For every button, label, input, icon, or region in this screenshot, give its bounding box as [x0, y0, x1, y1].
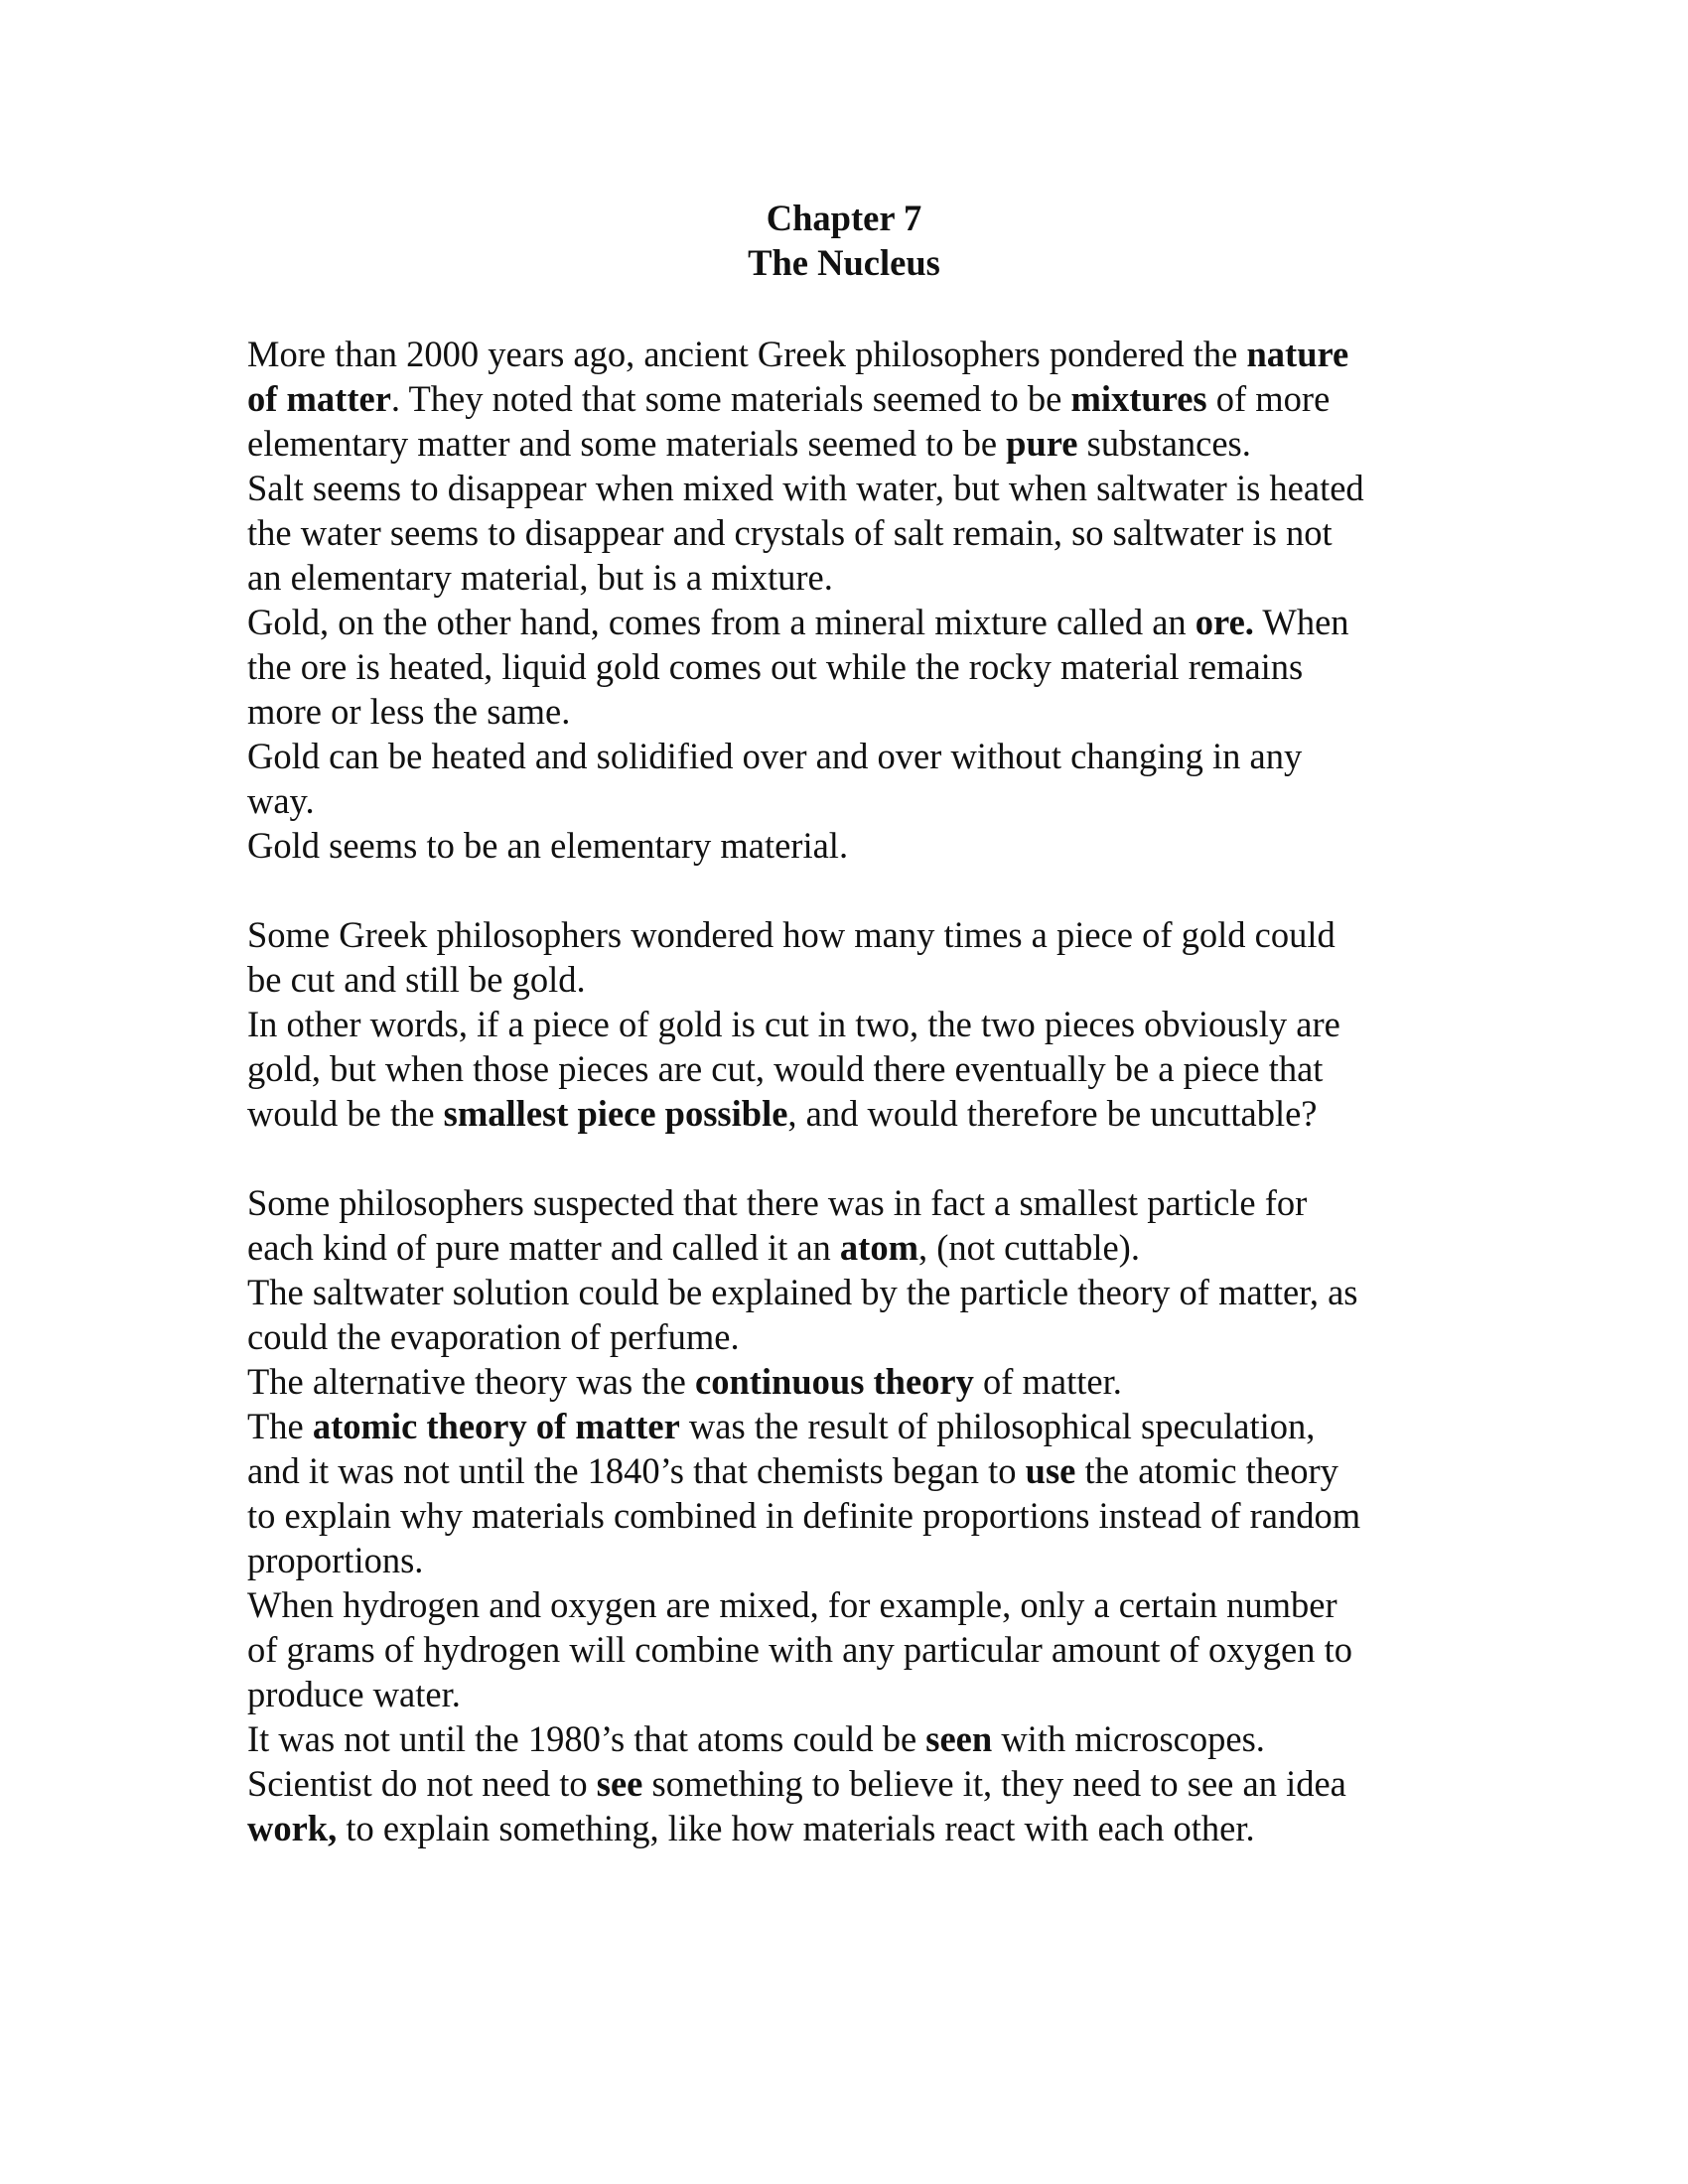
paragraph-greek-philosophers [247, 332, 1498, 868]
text-line: gold, but when those pieces are cut, would there eventually be a piece that [247, 1048, 1324, 1089]
text-line: would be the smallest piece possible, and would therefore be uncuttable? [247, 1093, 1318, 1134]
text-line: Some philosophers suspected that there was in fact a smallest particle for [247, 1182, 1308, 1223]
bold-term: nature [1246, 334, 1349, 374]
text-line: It was not until the 1980’s that atoms could be seen with microscopes. [247, 1718, 1265, 1759]
text-line: Gold seems to be an elementary material. [247, 825, 849, 866]
chapter-label: Chapter 7 [766, 198, 922, 238]
chapter-heading [0, 196, 1688, 285]
text-line: more or less the same. [247, 691, 571, 732]
text-line: Salt seems to disappear when mixed with water, but when saltwater is heated [247, 468, 1364, 508]
text-line: be cut and still be gold. [247, 959, 586, 1000]
text-line: could the evaporation of perfume. [247, 1316, 740, 1357]
bold-term: ore. [1195, 602, 1254, 642]
text-line: The saltwater solution could be explained by the particle theory of matter, as [247, 1272, 1358, 1312]
bold-term: use [1025, 1450, 1076, 1491]
text-line: In other words, if a piece of gold is cut in two, the two pieces obviously are [247, 1004, 1340, 1044]
paragraph-spacer [247, 1136, 1498, 1180]
chapter-body [247, 332, 1498, 1850]
text-line: The atomic theory of matter was the result of philosophical speculation, [247, 1406, 1316, 1446]
text-line: way. [247, 780, 315, 821]
text-line: Gold, on the other hand, comes from a mineral mixture called an ore. When [247, 602, 1349, 642]
text-line: an elementary material, but is a mixture. [247, 557, 833, 598]
bold-term: of matter [247, 378, 391, 419]
text-line: each kind of pure matter and called it an atom, (not cuttable). [247, 1227, 1140, 1268]
text-line: the ore is heated, liquid gold comes out while the rocky material remains [247, 646, 1304, 687]
text-line: work, to explain something, like how materials react with each other. [247, 1808, 1255, 1848]
text-line: produce water. [247, 1674, 461, 1714]
bold-term: continuous theory [695, 1361, 974, 1402]
bold-term: smallest piece possible [443, 1093, 788, 1134]
text-line: Gold can be heated and solidified over and over without changing in any [247, 736, 1303, 776]
bold-term: atom [839, 1227, 918, 1268]
bold-term: atomic theory of matter [312, 1406, 680, 1446]
chapter-title: The Nucleus [748, 242, 940, 283]
text-line: More than 2000 years ago, ancient Greek philosophers pondered the nature [247, 334, 1349, 374]
bold-term: work, [247, 1808, 338, 1848]
bold-term: seen [925, 1718, 993, 1759]
text-line: and it was not until the 1840’s that chemists began to use the atomic theory [247, 1450, 1338, 1491]
text-line: to explain why materials combined in definite proportions instead of random [247, 1495, 1361, 1536]
text-line: elementary matter and some materials seemed to be pure substances. [247, 423, 1251, 464]
text-line: the water seems to disappear and crystals of salt remain, so saltwater is not [247, 512, 1333, 553]
text-line: The alternative theory was the continuous theory of matter. [247, 1361, 1122, 1402]
bold-term: mixtures [1070, 378, 1207, 419]
text-line: of grams of hydrogen will combine with any particular amount of oxygen to [247, 1629, 1352, 1670]
text-line: of matter. They noted that some materials seemed to be mixtures of more [247, 378, 1331, 419]
paragraph-cutting-gold [247, 912, 1498, 1136]
bold-term: pure [1006, 423, 1078, 464]
paragraph-atomic-theory [247, 1180, 1498, 1850]
text-line: Some Greek philosophers wondered how many times a piece of gold could [247, 914, 1336, 955]
text-line: When hydrogen and oxygen are mixed, for example, only a certain number [247, 1584, 1337, 1625]
text-line: Scientist do not need to see something to believe it, they need to see an idea [247, 1763, 1346, 1804]
bold-term: see [596, 1763, 643, 1804]
paragraph-spacer [247, 868, 1498, 912]
text-line: proportions. [247, 1540, 424, 1580]
